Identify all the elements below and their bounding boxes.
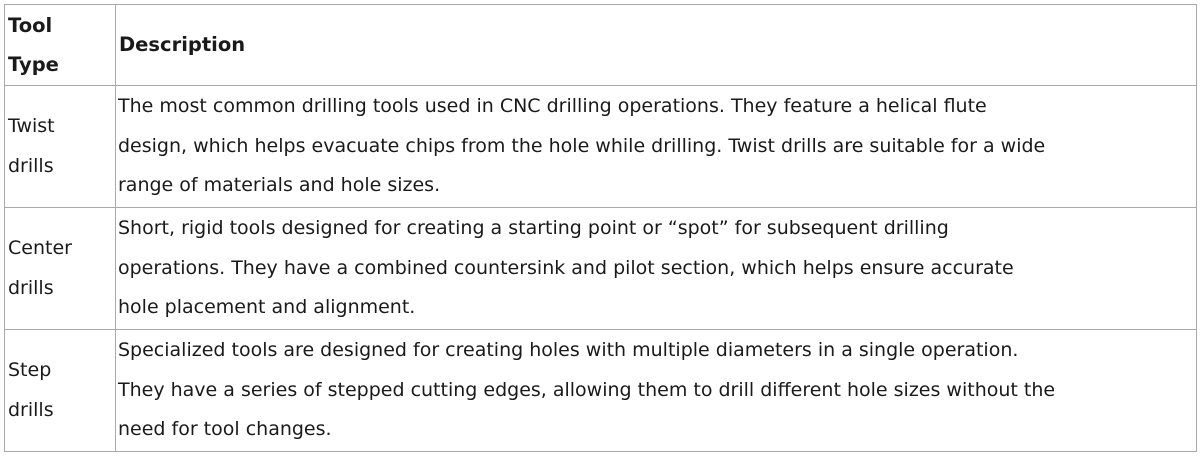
description-line: operations. They have a combined countersink and pilot section, which helps ensure accurate	[118, 256, 1014, 279]
header-row	[5, 5, 1197, 86]
table-container	[4, 4, 1197, 452]
tool-type-line: drills	[8, 276, 54, 299]
tool-type-line: Center	[8, 237, 72, 259]
description-line: Short, rigid tools designed for creating a starting point or “spot” for subsequent drilling	[118, 217, 949, 240]
description-line: design, which helps evacuate chips from the hole while drilling. Twist drills are suitable for a wide	[118, 134, 1046, 157]
description-cell	[116, 86, 1197, 208]
description-line: They have a series of stepped cutting edges, allowing them to drill different hole sizes without the	[118, 378, 1056, 401]
description-line: hole placement and alignment.	[118, 296, 416, 319]
tool-type-cell	[5, 86, 116, 208]
table-row	[5, 86, 1197, 208]
header-tool-type-line: Tool	[8, 13, 53, 37]
description-line: The most common drilling tools used in CNC drilling operations. They feature a helical flute	[118, 95, 987, 118]
tool-type-table	[4, 4, 1197, 452]
tool-type-line: drills	[8, 398, 54, 421]
table-row	[5, 330, 1197, 452]
description-cell	[116, 330, 1197, 452]
header-tool-type	[5, 5, 116, 86]
header-tool-type-line: Type	[8, 53, 59, 76]
tool-type-cell	[5, 208, 116, 330]
description-line: need for tool changes.	[118, 418, 332, 441]
table-row	[5, 208, 1197, 330]
tool-type-line: Step	[8, 359, 52, 381]
tool-type-line: Twist	[8, 115, 55, 137]
description-line: range of materials and hole sizes.	[118, 174, 441, 197]
description-line: Specialized tools are designed for creating holes with multiple diameters in a single operation.	[118, 339, 1019, 362]
header-description: Description	[116, 5, 1197, 86]
description-cell	[116, 208, 1197, 330]
tool-type-cell	[5, 330, 116, 452]
tool-type-line: drills	[8, 154, 54, 177]
